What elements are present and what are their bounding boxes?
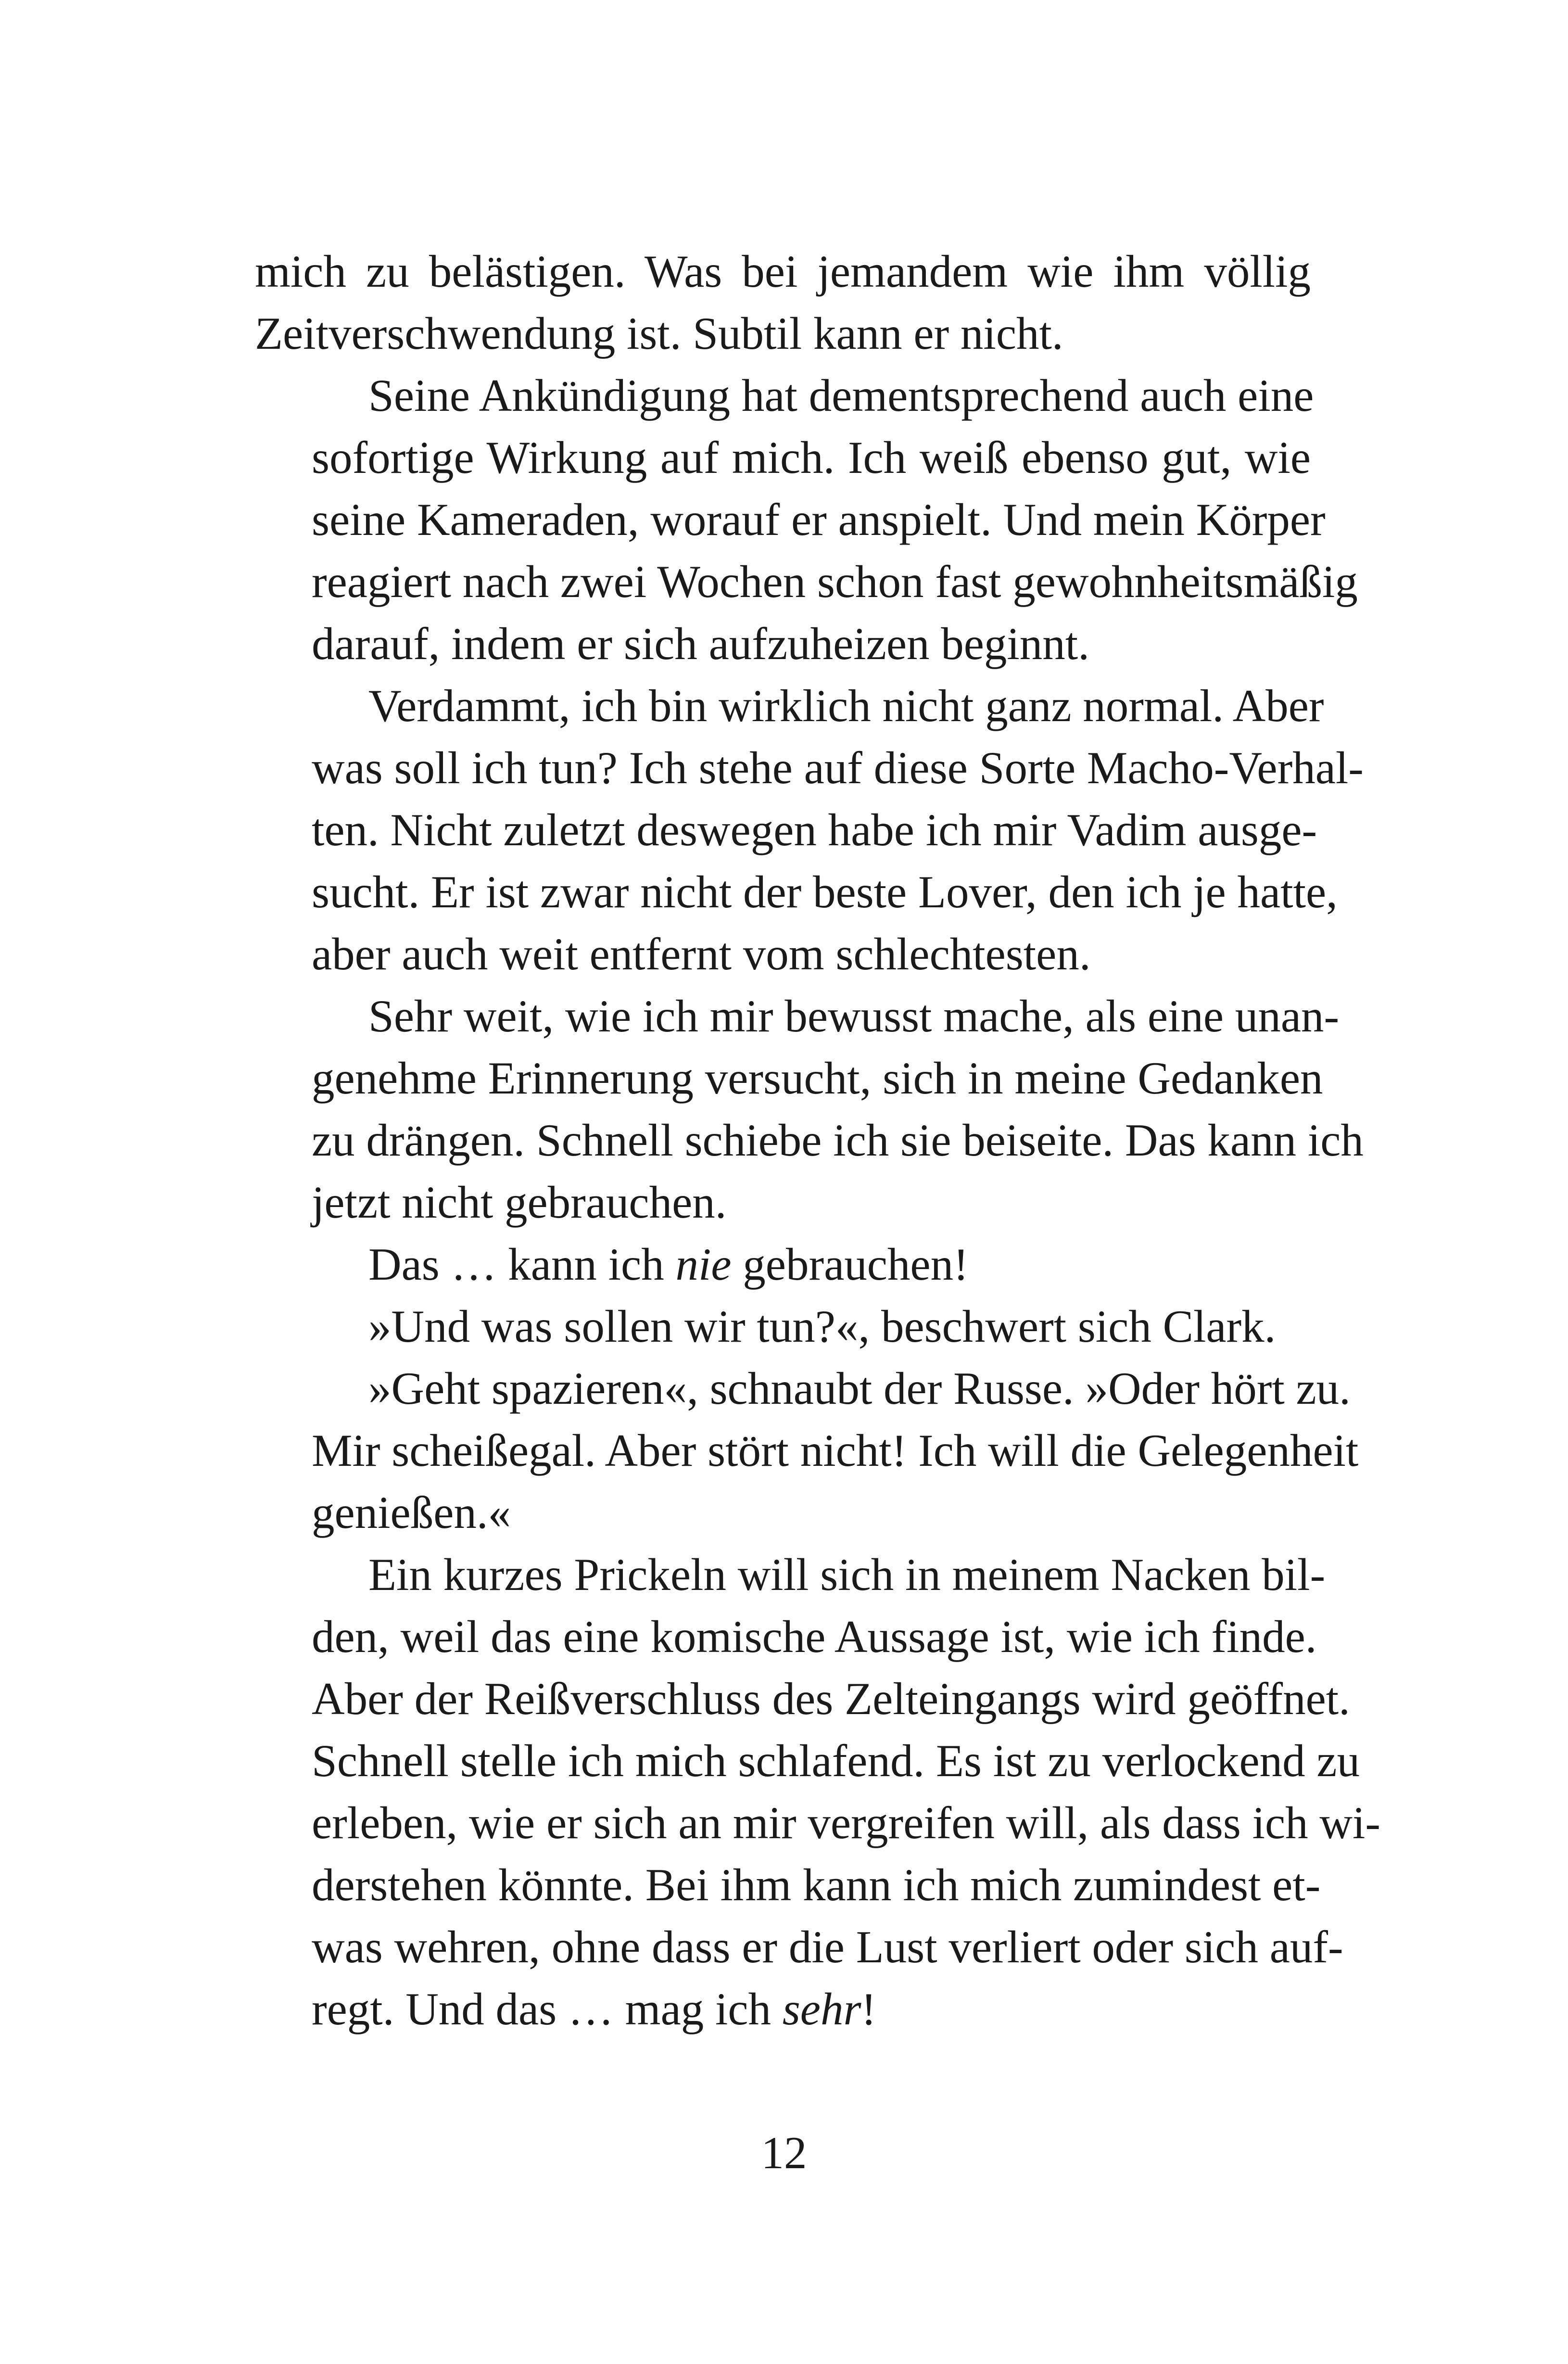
emphasized-word: sehr (782, 1983, 861, 2034)
text-run: ! (861, 1983, 877, 2034)
text-line: Mir scheißegal. Aber stört nicht! Ich will die Gelegenheit (312, 1425, 1359, 1476)
text-line: ten. Nicht zuletzt deswegen habe ich mir Vadim ausge- (312, 804, 1317, 855)
text-line: seine Kameraden, worauf er anspielt. Und mein Körper (312, 494, 1326, 545)
paragraph (255, 1544, 1381, 2040)
text-line: Verdammt, ich bin wirklich nicht ganz normal. Aber (368, 680, 1324, 731)
text-line: darauf, indem er sich aufzuheizen beginnt. (312, 618, 1089, 669)
text-line: mich zu belästigen. Was bei jemandem wie ihm völlig (255, 246, 1311, 297)
text-line: Schnell stelle ich mich schlafend. Es ist zu verlockend zu (312, 1735, 1360, 1786)
text-line: was wehren, ohne dass er die Lust verliert oder sich auf- (312, 1921, 1343, 1972)
text-line: genehme Erinnerung versucht, sich in meine Gedanken (312, 1053, 1323, 1104)
text-line: erleben, wie er sich an mir vergreifen will, als dass ich wi- (312, 1797, 1381, 1848)
paragraph (255, 1233, 1311, 1296)
paragraph (255, 241, 1311, 365)
text-line: derstehen könnte. Bei ihm kann ich mich zumindest et- (312, 1859, 1321, 1910)
body-text (255, 241, 1381, 2040)
text-line: »Und was sollen wir tun?«, beschwert sich Clark. (368, 1301, 1276, 1352)
paragraph (255, 985, 1364, 1233)
text-line: genießen.« (312, 1487, 511, 1538)
text-run: Das … kann ich (368, 1239, 676, 1290)
page-number: 12 (761, 2127, 807, 2178)
text-line: Sehr weit, wie ich mir bewusst mache, als eine unan- (368, 991, 1340, 1042)
text-line: was soll ich tun? Ich stehe auf diese Sorte Macho-Verhal- (312, 742, 1364, 793)
text-line: Seine Ankündigung hat dementsprechend auch eine (368, 370, 1314, 421)
text-line: aber auch weit entfernt vom schlechtesten. (312, 928, 1091, 979)
text-line (255, 1978, 1311, 2040)
paragraph (255, 1296, 1311, 1358)
paragraph (255, 675, 1364, 985)
paragraph (255, 1358, 1359, 1544)
text-line: sofortige Wirkung auf mich. Ich weiß ebenso gut, wie (312, 432, 1311, 483)
text-line: zu drängen. Schnell schiebe ich sie beiseite. Das kann ich (312, 1115, 1364, 1166)
text-line: Ein kurzes Prickeln will sich in meinem Nacken bil- (368, 1549, 1326, 1600)
text-line: Zeitverschwendung ist. Subtil kann er nicht. (255, 308, 1063, 359)
emphasized-word: nie (675, 1239, 732, 1290)
text-line: den, weil das eine komische Aussage ist, wie ich finde. (312, 1611, 1317, 1662)
text-line (255, 1233, 1311, 1296)
text-line: sucht. Er ist zwar nicht der beste Lover, den ich je hatte, (312, 866, 1338, 917)
paragraph (255, 365, 1358, 675)
text-run: gebrauchen! (731, 1239, 969, 1290)
text-line: jetzt nicht gebrauchen. (312, 1177, 727, 1228)
text-line: »Geht spazieren«, schnaubt der Russe. »Oder hört zu. (368, 1363, 1351, 1414)
text-line: reagiert nach zwei Wochen schon fast gewohnheitsmäßig (312, 556, 1358, 607)
text-line: Aber der Reißverschluss des Zelteingangs wird geöffnet. (312, 1673, 1350, 1724)
text-run: regt. Und das … mag ich (312, 1983, 783, 2034)
